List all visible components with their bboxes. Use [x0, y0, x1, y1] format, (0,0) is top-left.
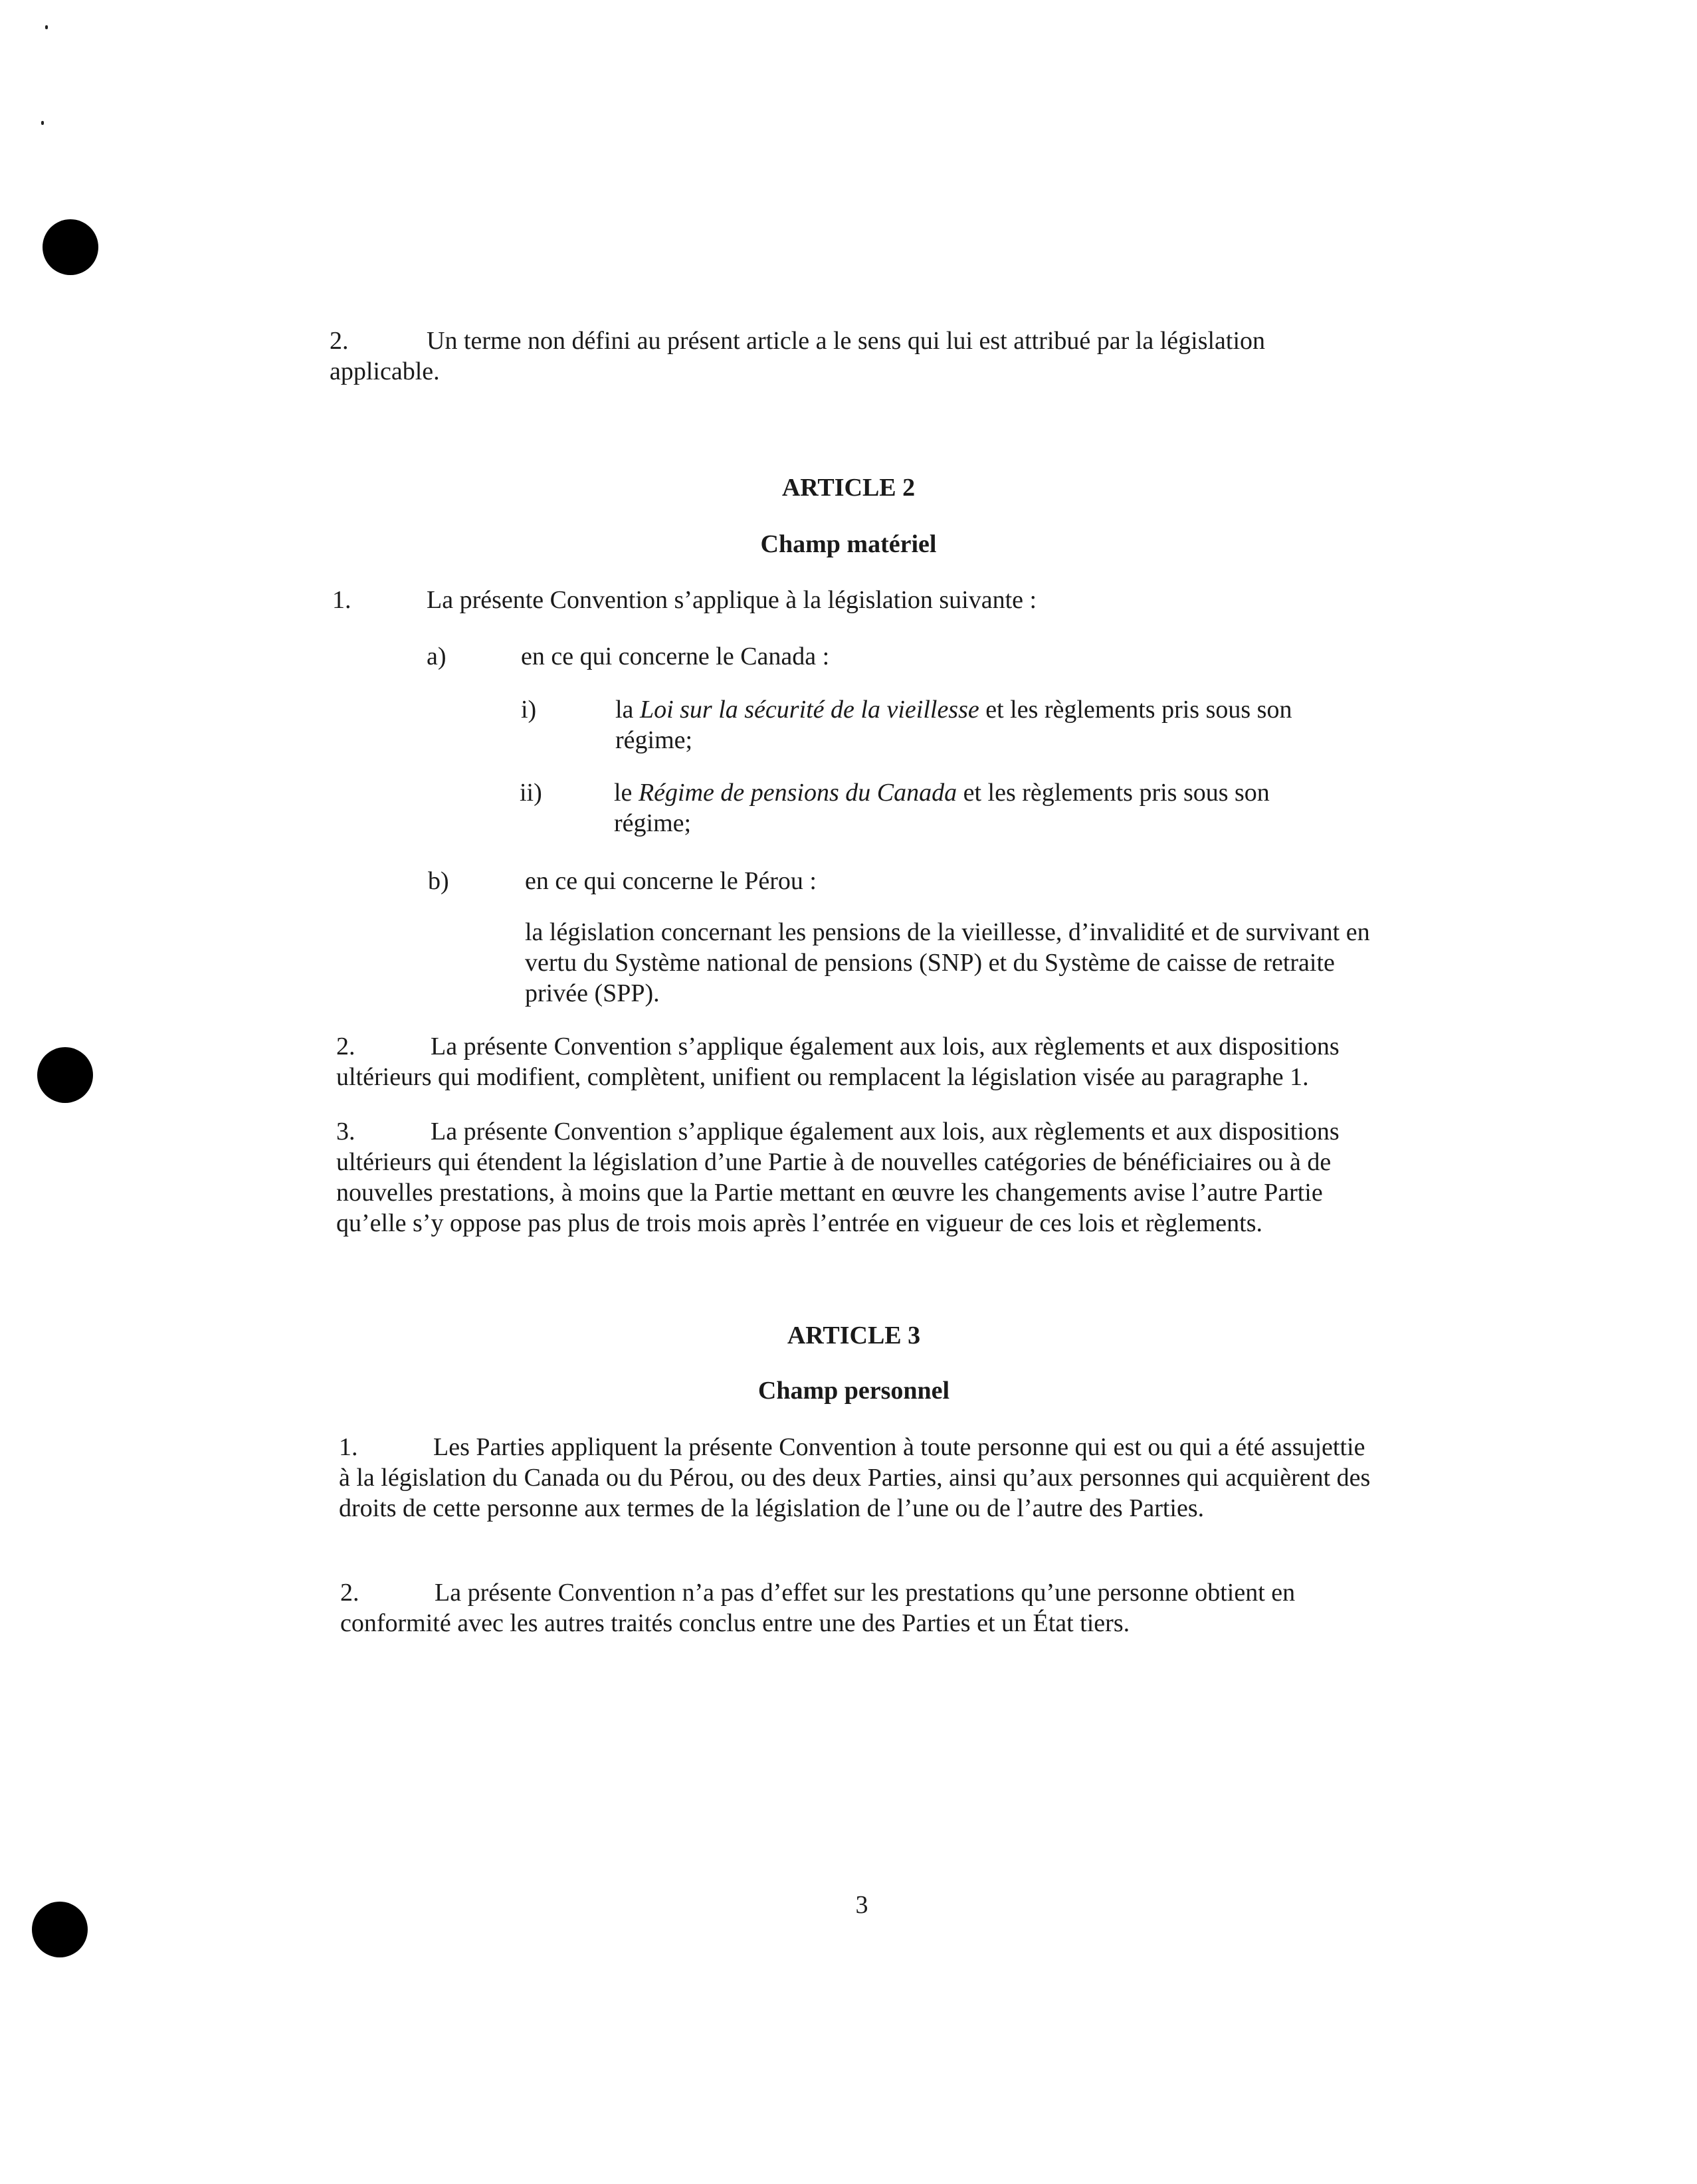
paragraph-number: 2. [330, 327, 349, 355]
paragraph-text: Un terme non défini au présent article a le sens qui lui est attribué par la législation applicable. [330, 327, 1266, 385]
paragraph-text: La présente Convention n’a pas d’effet sur les prestations qu’une personne obtient en conformité avec les autres traités conclus entre une des Parties et un État tiers. [340, 1579, 1296, 1637]
paragraph [336, 1116, 1386, 1239]
paragraph-text: La présente Convention s’applique également aux lois, aux règlements et aux dispositions ultérieurs qui modifient, complètent, unifient ou remplacent la législation visée au paragraphe 1. [336, 1033, 1340, 1091]
punch-hole [43, 219, 98, 275]
sub-list-item [521, 694, 1332, 755]
sub-list-item [520, 777, 1330, 839]
paragraph-number: 1. [339, 1433, 358, 1461]
page-number: 3 [855, 1891, 868, 1919]
article-heading: ARTICLE 2 [781, 474, 916, 502]
scan-speck [41, 121, 44, 125]
list-label: b) [428, 867, 449, 895]
law-title: Loi sur la sécurité de la vieillesse [639, 696, 979, 724]
list-body-text: la législation concernant les pensions de la vieillesse, d’invalidité et de survivant en vertu du Système national de pensions (SNP) et du Système de caisse de retraite privée (SPP). [525, 918, 1370, 1007]
paragraph-text: La présente Convention s’applique également aux lois, aux règlements et aux dispositions ultérieurs qui étendent la législation d’une Partie à de nouvelles catégories de bénéficiaires ou à de nouvelles prestations, à moins que la Partie mettant en œuvre les changements avise l’autre Partie qu’elle s’y oppose pas plus de trois mois après l’entrée en vigueur de ces lois et règlements. [336, 1118, 1340, 1237]
law-title: Régime de pensions du Canada [638, 779, 957, 807]
paragraph [336, 1031, 1386, 1092]
paragraph-number: 3. [336, 1118, 355, 1145]
paragraph [330, 326, 1306, 387]
article-heading: ARTICLE 3 [787, 1322, 921, 1349]
paragraph-number: 2. [336, 1033, 355, 1060]
article-subheading: Champ personnel [757, 1377, 950, 1405]
scan-speck [45, 25, 48, 29]
list-label: a) [427, 643, 447, 670]
paragraph-number: 2. [340, 1579, 359, 1607]
paragraph-text: La présente Convention s’applique à la législation suivante : [427, 586, 1037, 614]
list-label: ii) [520, 779, 542, 807]
list-item [427, 641, 1357, 672]
paragraph [339, 1432, 1375, 1524]
list-text: en ce qui concerne le Canada : [521, 643, 830, 670]
list-text: la Loi sur la sécurité de la vieillesse et les règlements pris sous son régime; [615, 696, 1292, 754]
paragraph-text: Les Parties appliquent la présente Convention à toute personne qui est ou qui a été assujettie à la législation du Canada ou du Pérou, ou des deux Parties, ainsi qu’aux personnes qui acquièrent des droits de cette personne aux termes de la législation de l’une ou de l’autre des Parties. [339, 1433, 1371, 1522]
list-label: i) [521, 696, 537, 724]
paragraph [340, 1577, 1357, 1638]
list-item [428, 866, 1358, 896]
punch-hole [37, 1047, 93, 1103]
list-text: en ce qui concerne le Pérou : [525, 867, 817, 895]
article-subheading: Champ matériel [760, 530, 937, 558]
paragraph-number: 1. [332, 586, 351, 614]
list-text: le Régime de pensions du Canada et les règlements pris sous son régime; [614, 779, 1270, 837]
paragraph [332, 585, 1316, 615]
